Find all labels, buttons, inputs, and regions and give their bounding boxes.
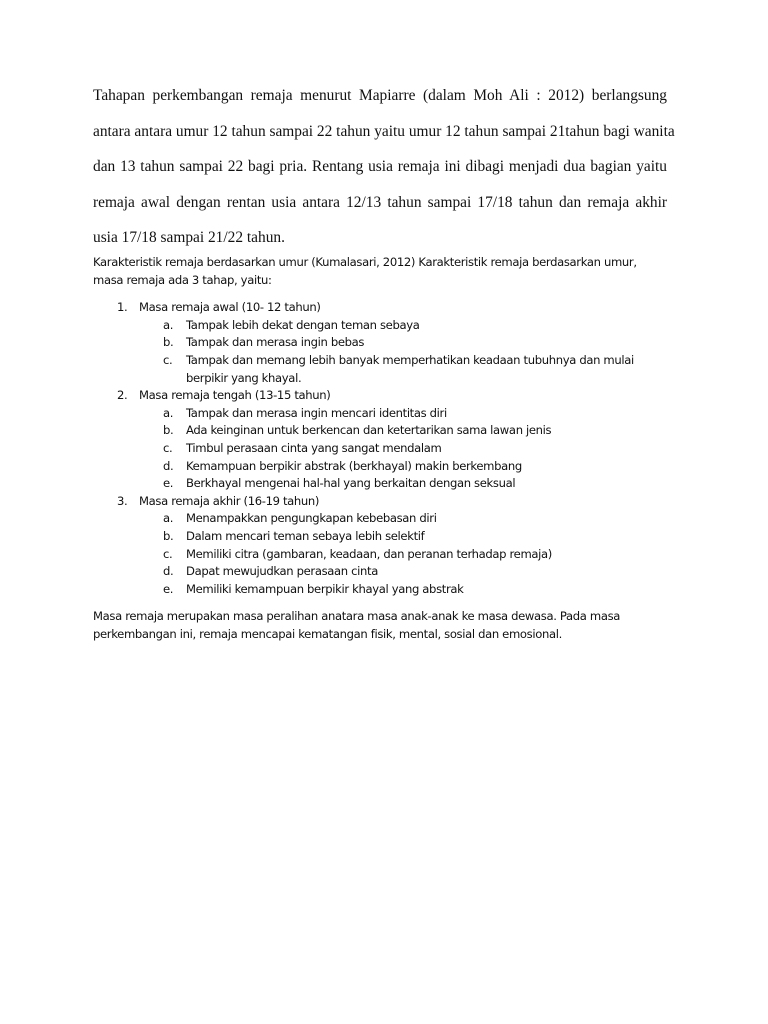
stage-number: 1. [117,300,128,315]
stage-sub-item [93,317,683,335]
sub-item-letter: a. [163,405,174,420]
stage-sub-item-continuation [93,370,683,388]
intro-line: usia 17/18 sampai 21/22 tahun. [93,229,285,246]
closing-line: Masa remaja merupakan masa peralihan anatara masa anak-anak ke masa dewasa. Pada masa [93,609,621,624]
karakteristik-section [93,254,683,643]
karakteristik-line: Karakteristik remaja berdasarkan umur (Kumalasari, 2012) Karakteristik remaja berdasarkan umur, [93,255,637,269]
stage-label: Masa remaja tengah (13-15 tahun) [139,388,331,403]
sub-item-letter: e. [163,581,174,596]
stage-label: Masa remaja akhir (16-19 tahun) [139,493,320,508]
stage-item [93,299,683,317]
sub-item-letter: b. [163,528,174,543]
sub-item-text: Dapat mewujudkan perasaan cinta [186,564,378,579]
stage-label: Masa remaja awal (10- 12 tahun) [139,300,321,315]
stage-sub-item [93,546,683,564]
intro-line: dan 13 tahun sampai 22 bagi pria. Rentang usia remaja ini dibagi menjadi dua bagian yaitu [93,158,667,175]
sub-item-text: Berkhayal mengenai hal-hal yang berkaitan dengan seksual [186,476,516,491]
stage-sub-item [93,510,683,528]
closing-line: perkembangan ini, remaja mencapai kematangan fisik, mental, sosial dan emosional. [93,626,562,641]
sub-item-letter: d. [163,458,174,473]
karakteristik-paragraph [93,254,683,289]
intro-line: Tahapan perkembangan remaja menurut Mapiarre (dalam Moh Ali : 2012) berlangsung [93,87,667,104]
sub-item-letter: e. [163,476,174,491]
stage-item [93,387,683,405]
stage-number: 3. [117,493,128,508]
stage-list [93,299,683,598]
sub-item-letter: c. [163,546,173,561]
stage-sub-item [93,405,683,423]
stage-sub-item [93,334,683,352]
sub-item-letter: b. [163,335,174,350]
intro-paragraph [93,82,675,260]
sub-item-text: Timbul perasaan cinta yang sangat mendalam [186,440,442,455]
closing-paragraph [93,608,683,643]
sub-item-letter: a. [163,317,174,332]
sub-item-text: Tampak dan memang lebih banyak memperhatikan keadaan tubuhnya dan mulai [186,352,634,367]
stage-number: 2. [117,388,128,403]
sub-item-letter: d. [163,564,174,579]
sub-item-letter: c. [163,352,173,367]
stage-sub-item [93,475,683,493]
sub-item-text: Ada keinginan untuk berkencan dan ketertarikan sama lawan jenis [186,423,552,438]
sub-item-text: Dalam mencari teman sebaya lebih selektif [186,528,425,543]
sub-item-text: Tampak dan merasa ingin mencari identitas diri [186,405,447,420]
sub-item-text: Tampak dan merasa ingin bebas [186,335,365,350]
sub-item-text: Menampakkan pengungkapan kebebasan diri [186,511,437,526]
stage-sub-item [93,528,683,546]
stage-sub-item [93,458,683,476]
sub-item-letter: b. [163,423,174,438]
stage-sub-item [93,581,683,599]
sub-item-text: Memiliki kemampuan berpikir khayal yang abstrak [186,581,464,596]
karakteristik-line: masa remaja ada 3 tahap, yaitu: [93,272,272,287]
sub-item-letter: c. [163,440,173,455]
intro-line: antara antara umur 12 tahun sampai 22 tahun yaitu umur 12 tahun sampai 21tahun bagi wanita [93,122,675,140]
sub-item-text: Kemampuan berpikir abstrak (berkhayal) makin berkembang [186,458,522,473]
stage-sub-item [93,422,683,440]
intro-line: remaja awal dengan rentan usia antara 12/13 tahun sampai 17/18 tahun dan remaja akhir [93,193,667,211]
sub-item-text: Memiliki citra (gambaran, keadaan, dan peranan terhadap remaja) [186,546,552,561]
sub-item-letter: a. [163,511,174,526]
stage-sub-item [93,440,683,458]
sub-item-text: Tampak lebih dekat dengan teman sebaya [186,317,420,332]
stage-item [93,493,683,511]
stage-sub-item [93,352,683,370]
stage-sub-item [93,563,683,581]
sub-item-text: berpikir yang khayal. [186,370,302,385]
